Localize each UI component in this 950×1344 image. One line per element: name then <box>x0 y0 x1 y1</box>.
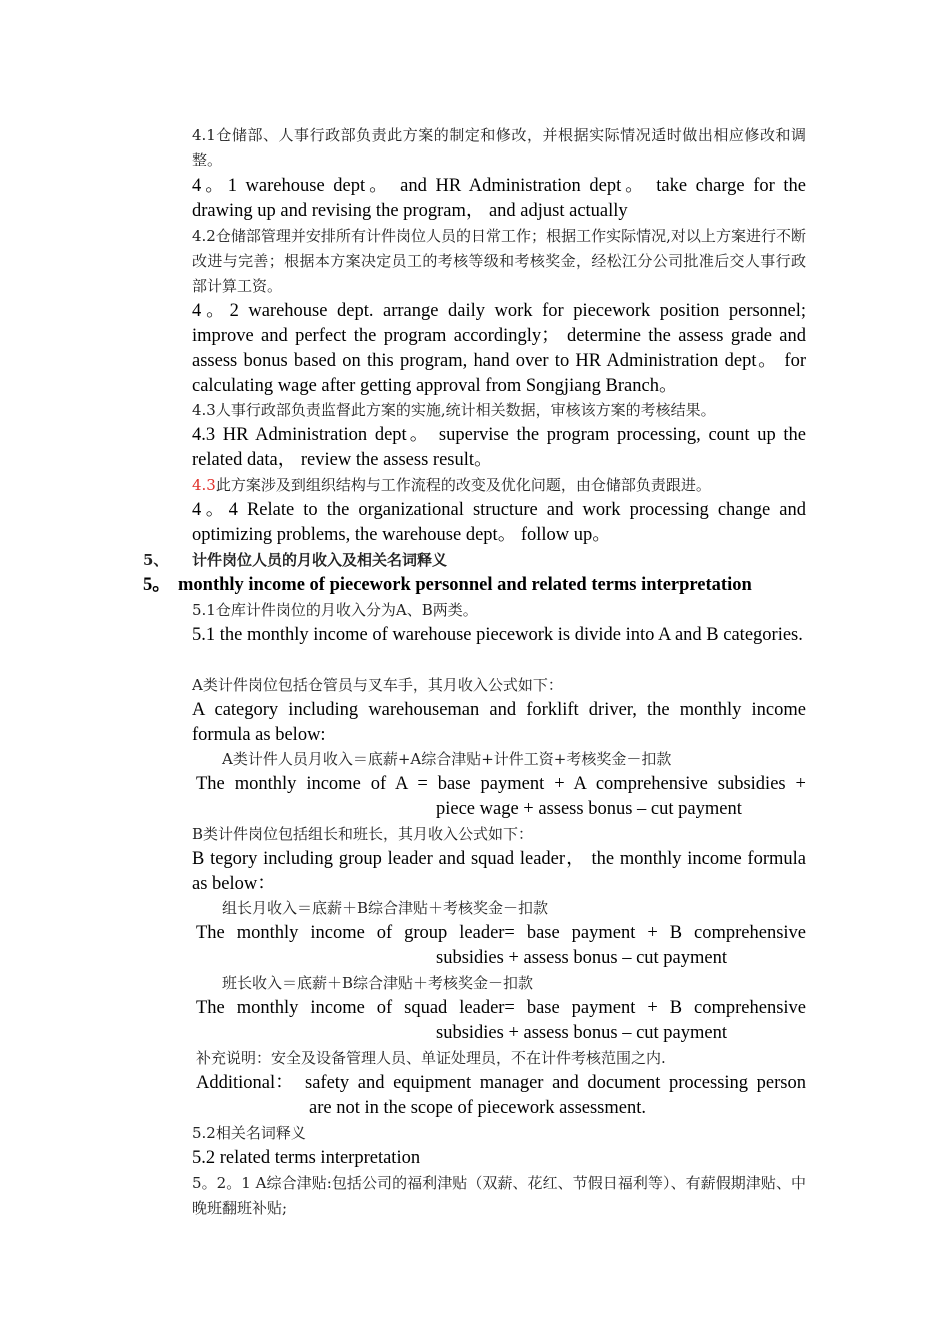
section-4-2-en: 4。2 warehouse dept. arrange daily work for piecework position personnel; improve and perfect the program accordingly； determine the assess grade and assess bonus based on this program, hand over to HR Administration dept。 for calculating wage after getting approval from Songjiang Branch。 <box>192 301 806 396</box>
additional-note-en-line2: are not in the scope of piecework assessment. <box>309 1098 647 1118</box>
section-5-1-en: 5.1 the monthly income of warehouse piecework is divide into A and B categories. <box>192 625 803 645</box>
section-4-3-cn: 4.3人事行政部负责监督此方案的实施,统计相关数据，审核该方案的考核结果。 <box>192 401 716 419</box>
category-a-cn: A类计件岗位包括仓管员与叉车手，其月收入公式如下： <box>192 676 563 694</box>
category-b-en: B tegory including group leader and squad leader， the monthly income formula as below： <box>192 849 806 894</box>
formula-a-en-line2: piece wage + assess bonus – cut payment <box>436 799 742 819</box>
formula-squad-en-line1: The monthly income of squad leader= base payment + B comprehensive <box>196 998 806 1018</box>
formula-leader-cn: 组长月收入＝底薪＋B综合津贴＋考核奖金－扣款 <box>222 899 549 917</box>
category-a-en: A category including warehouseman and forklift driver, the monthly income formula as below: <box>192 700 806 745</box>
section-4-4-en: 4。4 Relate to the organizational structure and work processing change and optimizing problems, the warehouse dept。 follow up。 <box>192 500 806 545</box>
formula-a-en <box>196 772 806 822</box>
formula-leader-en-line1: The monthly income of group leader= base payment + B comprehensive <box>196 923 806 943</box>
section-4-1-cn: 4.1仓储部、人事行政部负责此方案的制定和修改，并根据实际情况适时做出相应修改和调整。 <box>192 126 806 169</box>
heading-5-number-cn: 5、 <box>143 551 169 569</box>
formula-a-en-line1: The monthly income of A = base payment + A comprehensive subsidies + <box>196 774 806 794</box>
section-4-3-en: 4.3 HR Administration dept。 supervise the program processing, count up the related data， review the assess result。 <box>192 425 806 470</box>
section-number-red: 4.3 <box>192 476 216 494</box>
section-4-2-cn: 4.2仓储部管理并安排所有计件岗位人员的日常工作；根据工作实际情况,对以上方案进行不断改进与完善；根据本方案决定员工的考核等级和考核奖金，经松江分公司批准后交人事行政部计算工资。 <box>192 227 806 295</box>
heading-5-cn: 计件岗位人员的月收入及相关名词释义 <box>192 551 448 569</box>
section-4-4-cn <box>192 473 806 498</box>
section-5-2-en: 5.2 related terms interpretation <box>192 1148 421 1168</box>
formula-leader-en <box>196 921 806 971</box>
heading-5-number-en: 5。 <box>143 575 171 595</box>
heading-5-en: monthly income of piecework personnel and related terms interpretation <box>178 575 752 595</box>
section-5-2-cn: 5.2相关名词释义 <box>192 1124 306 1142</box>
formula-squad-en <box>196 996 806 1046</box>
formula-a-cn: A类计件人员月收入＝底薪+A综合津贴+计件工资+考核奖金－扣款 <box>222 750 672 768</box>
formula-leader-en-line2: subsidies + assess bonus – cut payment <box>436 948 727 968</box>
section-5-2-1-cn: 5。2。1 A综合津贴:包括公司的福利津贴（双薪、花红、节假日福利等）、有薪假期津贴、中晚班翻班补贴; <box>192 1174 806 1217</box>
additional-note-cn: 补充说明：安全及设备管理人员、单证处理员，不在计件考核范围之内. <box>196 1049 666 1067</box>
additional-note-en-line1: safety and equipment manager and document processing person <box>305 1073 806 1093</box>
section-4-1-en: 4。1 warehouse dept。 and HR Administration dept。 take charge for the drawing up and revising the program， and adjust actually <box>192 176 806 221</box>
additional-label: Additional： <box>196 1073 294 1093</box>
section-5-1-cn: 5.1仓库计件岗位的月收入分为A、B两类。 <box>192 601 478 619</box>
section-4-4-cn-text: 此方案涉及到组织结构与工作流程的改变及优化问题，由仓储部负责跟进。 <box>215 476 711 494</box>
formula-squad-cn: 班长收入＝底薪＋B综合津贴＋考核奖金－扣款 <box>222 974 534 992</box>
formula-squad-en-line2: subsidies + assess bonus – cut payment <box>436 1023 727 1043</box>
category-b-cn: B类计件岗位包括组长和班长，其月收入公式如下： <box>192 825 534 843</box>
